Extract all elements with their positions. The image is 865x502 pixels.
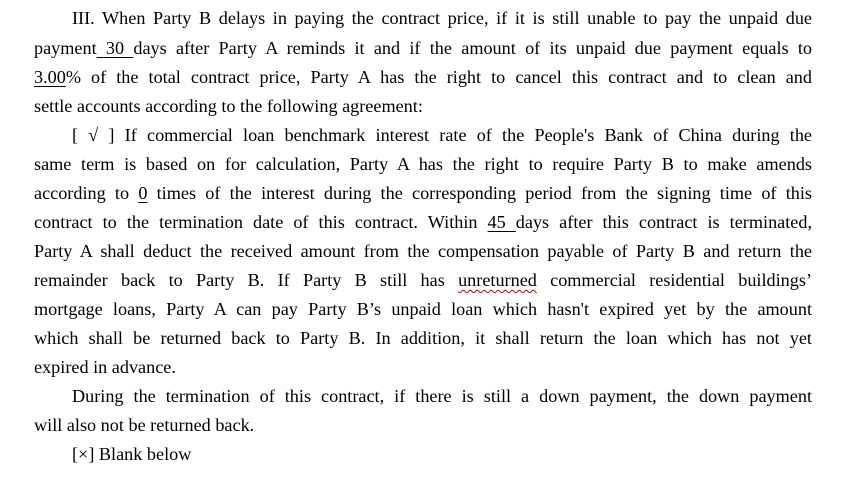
clause-text: During the termination of this contract, if there is still a down payment, the down payment [72, 386, 812, 406]
clause-heading-text: III. When Party B delays in paying the contract price, if it is still unable to pay the unpaid due [72, 8, 812, 28]
clause-text: settle accounts according to the following agreement: [34, 96, 423, 116]
option-unchecked-line [72, 440, 191, 469]
clause-line-9 [34, 237, 812, 266]
clause-text: times of the interest during the corresponding period from the signing time of this [147, 183, 812, 203]
option-checked-text: [ √ ] If commercial loan benchmark interest rate of the People's Bank of China during the [72, 125, 812, 145]
clause-line-4 [34, 92, 423, 121]
clause-line-11 [34, 295, 812, 324]
clause-text: days after this contract is terminated, [515, 212, 812, 232]
clause-text: commercial residential buildings’ [536, 270, 813, 290]
clause-text: days after Party A reminds it and if the amount of its unpaid due payment equals to [133, 38, 813, 58]
days-value-field: 30 [96, 38, 134, 58]
termination-days-field: 45 [487, 212, 516, 232]
clause-line-14 [72, 382, 812, 411]
clause-line-6 [34, 150, 812, 179]
percentage-value-field: 3.00 [34, 67, 66, 87]
clause-text: remainder back to Party B. If Party B still has [34, 270, 459, 290]
clause-text: expired in advance. [34, 357, 176, 377]
clause-line-1 [72, 4, 812, 33]
clause-text: will also not be returned back. [34, 415, 255, 435]
clause-line-7 [34, 179, 812, 208]
clause-line-15 [34, 411, 254, 440]
clause-text: payment [34, 38, 97, 58]
clause-text: % of the total contract price, Party A has the right to cancel this contract and to clean and [65, 67, 812, 87]
interest-times-field: 0 [138, 183, 148, 203]
clause-line-2 [34, 34, 812, 63]
clause-line-10 [34, 266, 812, 295]
clause-text: same term is based on for calculation, Party A has the right to require Party B to make amends [34, 154, 812, 174]
clause-text: which shall be returned back to Party B. In addition, it shall return the loan which has not yet [34, 328, 812, 348]
spellcheck-flagged-word: unreturned [458, 270, 537, 290]
clause-line-8 [34, 208, 812, 237]
clause-text: according to [34, 183, 139, 203]
clause-line-3 [34, 63, 812, 92]
option-checked-line [72, 121, 812, 150]
clause-text: Party A shall deduct the received amount from the compensation payable of Party B and return the [34, 241, 812, 261]
clause-text: contract to the termination date of this contract. Within [34, 212, 488, 232]
clause-line-13 [34, 353, 176, 382]
option-unchecked-text: [×] Blank below [72, 444, 192, 464]
clause-line-12 [34, 324, 812, 353]
clause-text: mortgage loans, Party A can pay Party B’s unpaid loan which hasn't expired yet by the amount [34, 299, 812, 319]
